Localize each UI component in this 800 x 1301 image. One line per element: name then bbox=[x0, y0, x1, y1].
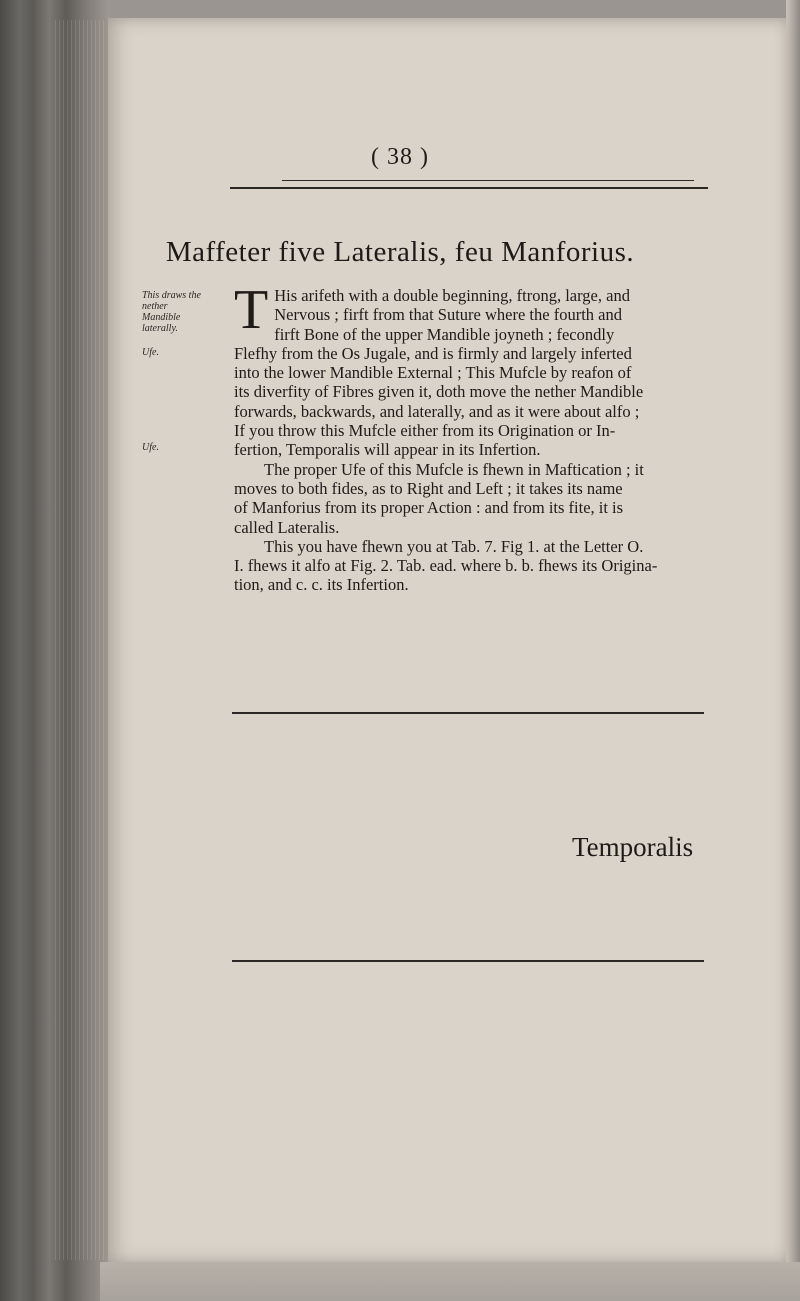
text-line: firft Bone of the upper Mandible joyneth ; fecondly bbox=[274, 324, 615, 344]
paragraph-3 bbox=[234, 537, 754, 595]
paragraph-1 bbox=[234, 279, 754, 460]
margin-note-use-2: Ufe. bbox=[142, 442, 159, 453]
text-line: into the lower Mandible External ; This Mufcle by reafon of bbox=[234, 363, 632, 383]
margin-note-use: Ufe. bbox=[142, 347, 159, 358]
text-line: Nervous ; firft from that Suture where the fourth and bbox=[274, 305, 622, 325]
text-line: forwards, backwards, and laterally, and as it were about alfo ; bbox=[234, 401, 640, 421]
section-end-rule bbox=[232, 712, 704, 714]
text-line: fertion, Temporalis will appear in its Infertion. bbox=[234, 440, 541, 460]
book-page bbox=[108, 18, 788, 1263]
page-right-edge bbox=[786, 0, 800, 1301]
drop-cap: T bbox=[234, 279, 269, 341]
text-line: The proper Ufe of this Mufcle is fhewn in Maftication ; it bbox=[264, 459, 644, 479]
text-line: I. fhews it alfo at Fig. 2. Tab. ead. where b. b. fhews its Origina- bbox=[234, 556, 658, 576]
catchword: Temporalis bbox=[572, 832, 694, 862]
text-line: of Manforius from its proper Action : and from its fite, it is bbox=[234, 498, 624, 518]
text-line: If you throw this Mufcle either from its Origination or In- bbox=[234, 421, 616, 441]
body-text bbox=[234, 279, 754, 595]
text-line: moves to both fides, as to Right and Left ; it takes its name bbox=[234, 478, 623, 498]
text-line: Flefhy from the Os Jugale, and is firmly and largely inferted bbox=[234, 343, 632, 363]
header-rule-thin bbox=[282, 180, 694, 181]
text-line: tion, and c. c. its Infertion. bbox=[234, 575, 409, 595]
text-line: called Lateralis. bbox=[234, 517, 340, 537]
margin-note-draws: This draws the nether Mandible laterally. bbox=[142, 290, 201, 334]
book-spine bbox=[0, 0, 110, 1301]
page-number: ( 38 ) bbox=[371, 144, 429, 170]
page-bottom-edge bbox=[100, 1262, 800, 1301]
text-line: This you have fhewn you at Tab. 7. Fig 1. at the Letter O. bbox=[264, 536, 644, 556]
spine-page-edges bbox=[55, 20, 105, 1260]
footer-rule bbox=[232, 960, 704, 962]
text-line: its diverfity of Fibres given it, doth move the nether Mandible bbox=[234, 382, 644, 402]
section-title: Maffeter five Lateralis, feu Manforius. bbox=[165, 236, 635, 268]
header-rule-thick bbox=[230, 187, 708, 189]
paragraph-2 bbox=[234, 460, 754, 537]
text-line: His arifeth with a double beginning, ftrong, large, and bbox=[274, 286, 630, 305]
